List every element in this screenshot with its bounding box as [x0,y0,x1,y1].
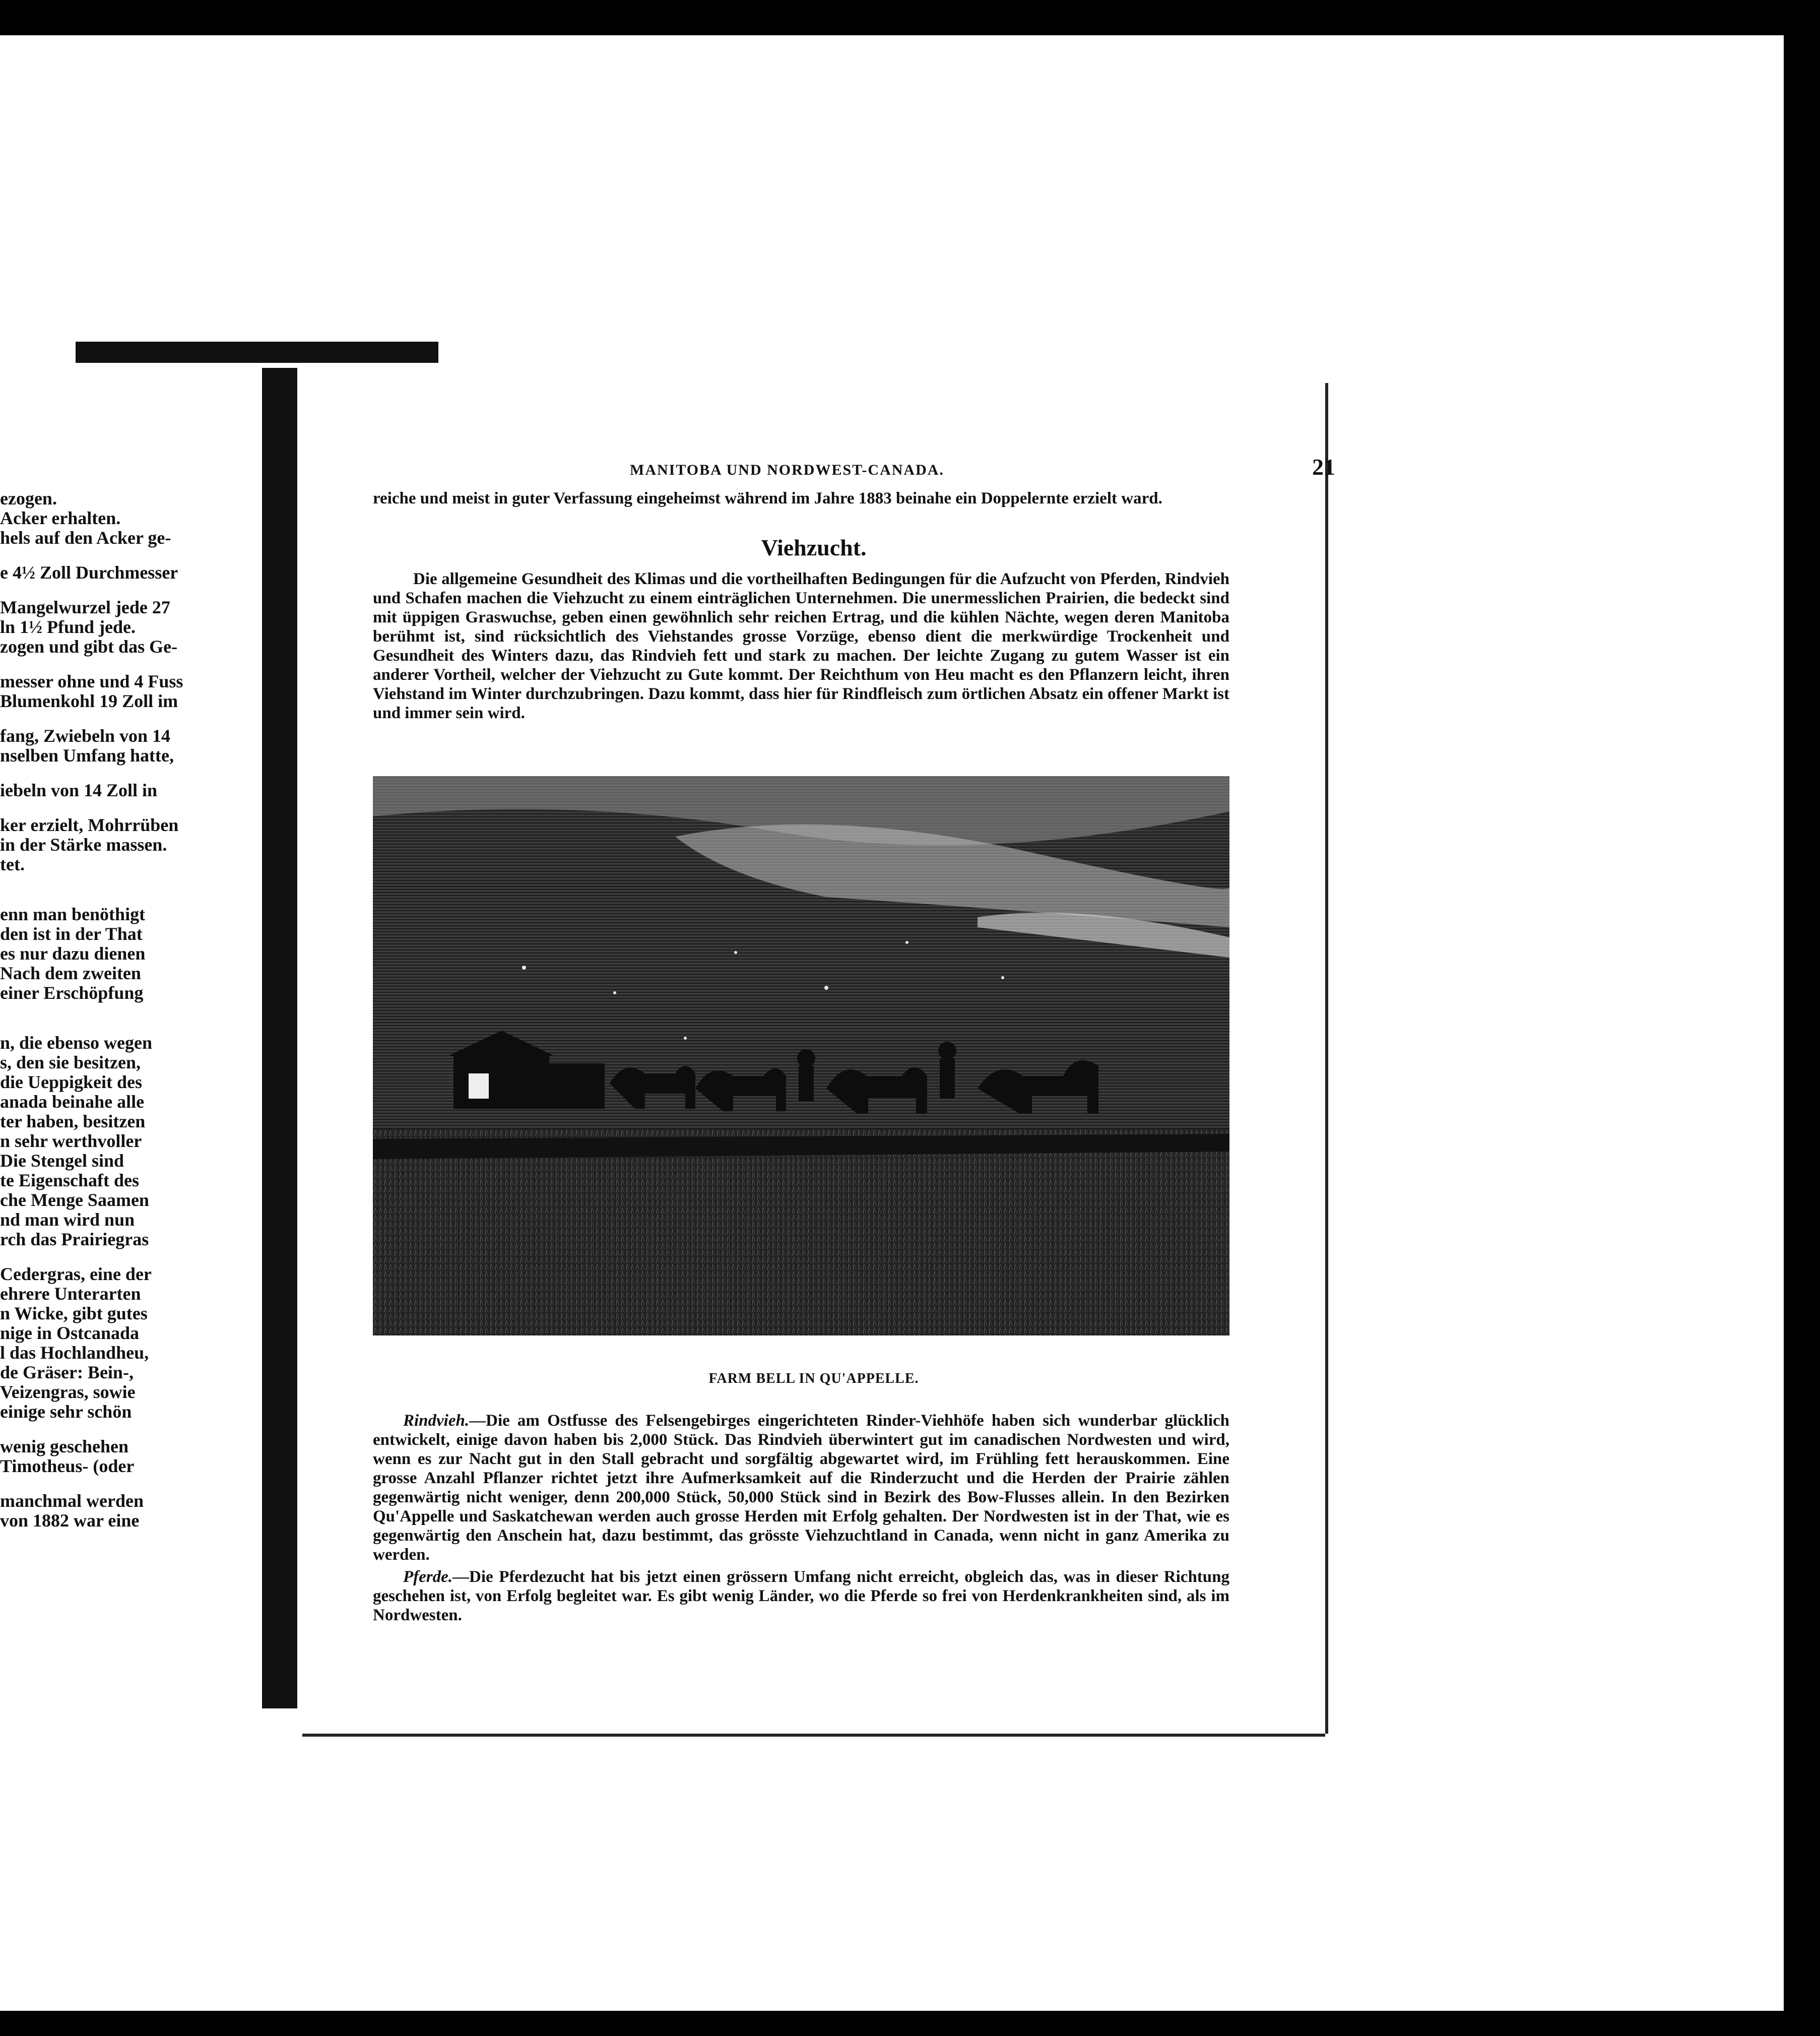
intro-paragraph: reiche und meist in guter Verfassung eingeheimst während im Jahre 1883 beinahe ein Doppelernte erzielt ward. [373,489,1162,507]
pferde-text: —Die Pferdezucht hat bis jetzt einen grössern Umfang nicht erreicht, obgleich das, was in dieser Richtung geschehen ist, von Erfolg begleitet war. Es gibt wenig Länder, wo die Pferde so frei von Herdenkrankheiten sind, als im Nordwesten. [373,1568,1229,1624]
page-number: 21 [1312,454,1335,480]
left-page-line: von 1882 war eine [0,1510,140,1531]
left-page-line [0,657,186,672]
left-page-line: Veizengras, sowie [0,1382,136,1402]
left-page-line: anada beinahe alle [0,1092,145,1112]
page-gutter [262,368,297,1708]
running-title: MANITOBA UND NORDWEST-CANADA. [630,462,944,478]
left-page-line: che Menge Saamen [0,1190,149,1210]
viehzucht-paragraph: Die allgemeine Gesundheit des Klimas und die vortheilhaften Bedingungen für die Aufzucht von Pferden, Rindvieh und Schafen machen die Viehzucht zu einem einträglichen Unternehmen. Die unermesslichen Prairien, die bedeckt sind mit üppigen Graswuchse, geben einen gewöhnlich sehr reichen Ertrag, und die kühlen Nächte, wegen deren Manitoba berühmt ist, sind rücksichtlich des Viehstandes grosse Vorzüge, ebenso dient die merkwürdige Trockenheit und Gesundheit des Winters dazu, das Rindvieh fett und stark zu machen. Der leichte Zugang zu gutem Wasser ist ein anderer Vortheil, welcher der Viehzucht zu Gute kommt. Der Reichthum von Heu macht es den Pflanzern leicht, ihren Viehstand im Winter durchzubringen. Dazu kommt, dass hier für Rindfleisch zum örtlichen Absatz ein offener Markt ist und immer sein wird. [373,570,1229,722]
left-page-line: tet. [0,854,25,874]
left-page-line: den ist in der That [0,924,143,944]
pferde-lead: Pferde. [403,1568,453,1586]
left-page-line: ln 1½ Pfund jede. [0,617,136,637]
scanned-sheet [0,35,1784,2011]
left-page-line: n sehr werthvoller [0,1131,142,1151]
left-page-line: hels auf den Acker ge- [0,528,171,548]
left-page-line: n, die ebenso wegen [0,1033,153,1053]
left-page-line: zogen und gibt das Ge- [0,637,178,657]
left-page-line: Acker erhalten. [0,508,121,528]
right-page [302,383,1335,1734]
left-page-line: Blumenkohl 19 Zoll im [0,691,178,711]
left-page-line: einer Erschöpfung [0,983,144,1003]
left-page-line: Cedergras, eine der [0,1264,152,1284]
left-page-line: messer ohne und 4 Fuss [0,671,183,691]
left-page-line: manchmal werden [0,1491,144,1511]
left-page-line: Timotheus- (oder [0,1456,135,1476]
left-page-line [0,1422,186,1437]
left-page-line: de Gräser: Bein-, [0,1362,134,1382]
left-page-line: s, den sie besitzen, [0,1052,141,1072]
left-page-line: iebeln von 14 Zoll in [0,780,158,800]
left-page-line: nd man wird nun [0,1210,135,1230]
left-page-line [0,548,186,563]
left-page-line: n Wicke, gibt gutes [0,1303,148,1323]
left-page-line: ehrere Unterarten [0,1284,141,1304]
left-page-line [0,1018,186,1033]
left-page-line [0,1476,186,1491]
rindvieh-text: —Die am Ostfusse des Felsengebirges eingerichteten Rinder-Viehhöfe haben sich wunderbar glücklich entwickelt, einige davon haben bis 2,000 Stück. Das Rindvieh überwintert gut im canadischen Nordwesten und wird, wenn es zur Nacht gut in den Stall gebracht und sorgfältig abgewartet wird, im Frühling fett herauskommen. Eine grosse Anzahl Pflanzer richtet jetzt ihre Aufmerksamkeit auf die Rinderzucht und die Herden der Prairie zählen gegenwärtig nicht weniger, denn 200,000 Stück, 50,000 Stück sind in Bezirk des Bow-Flusses allein. In den Bezirken Qu'Appelle und Saskatchewan werden auch grosse Herden mit Erfolg gehalten. Der Nordwesten ist in der That, wie es gegenwärtig den Anschein hat, dazu bestimmt, das grösste Viehzuchtland in Canada, wenn nicht in ganz Amerika zu werden. [373,1412,1229,1564]
left-page-line: die Ueppigkeit des [0,1072,143,1092]
left-page-line: ezogen. [0,488,57,508]
page-header [630,454,1335,480]
left-page-line [0,583,186,598]
rindvieh-lead: Rindvieh. [403,1412,470,1430]
left-page-line: ker erzielt, Mohrrüben [0,815,179,835]
figure-caption: FARM BELL IN QU'APPELLE. [708,1371,919,1386]
rindvieh-paragraph [373,1411,1229,1564]
left-page-line [0,711,186,726]
engraving-farm-bell [373,776,1229,1335]
left-page-line [0,1249,186,1264]
left-page-line: es nur dazu dienen [0,943,146,964]
left-page-line: in der Stärke massen. [0,835,167,855]
pferde-paragraph [373,1567,1229,1625]
left-page-line: fang, Zwiebeln von 14 [0,726,171,746]
left-page-line: nselben Umfang hatte, [0,745,174,766]
left-page-fragment [0,358,282,1713]
left-page-line [0,1003,186,1018]
left-page-line: ter haben, besitzen [0,1111,146,1131]
left-page-text [0,489,186,1531]
left-page-line: Die Stengel sind [0,1151,124,1171]
left-page-line [0,800,186,815]
left-page-line: rch das Prairiegras [0,1229,149,1249]
left-page-line [0,766,186,781]
left-page-line: e 4½ Zoll Durchmesser [0,562,178,583]
left-page-line: wenig geschehen [0,1436,128,1456]
left-page-line: Nach dem zweiten [0,963,141,983]
section-heading: Viehzucht. [761,535,867,560]
binding-strip [76,342,438,363]
left-page-line: l das Hochlandheu, [0,1343,149,1363]
left-page-line: Mangelwurzel jede 27 [0,597,170,617]
left-page-line: enn man benöthigt [0,904,146,924]
engraving-image [373,776,1229,1335]
left-page-line [0,889,186,905]
left-page-line [0,874,186,889]
left-page-line: te Eigenschaft des [0,1170,139,1190]
left-page-line: einige sehr schön [0,1402,132,1422]
scan-artifact [1806,1063,1820,1129]
right-scan-border [1784,0,1820,2036]
left-page-line: nige in Ostcanada [0,1323,140,1343]
